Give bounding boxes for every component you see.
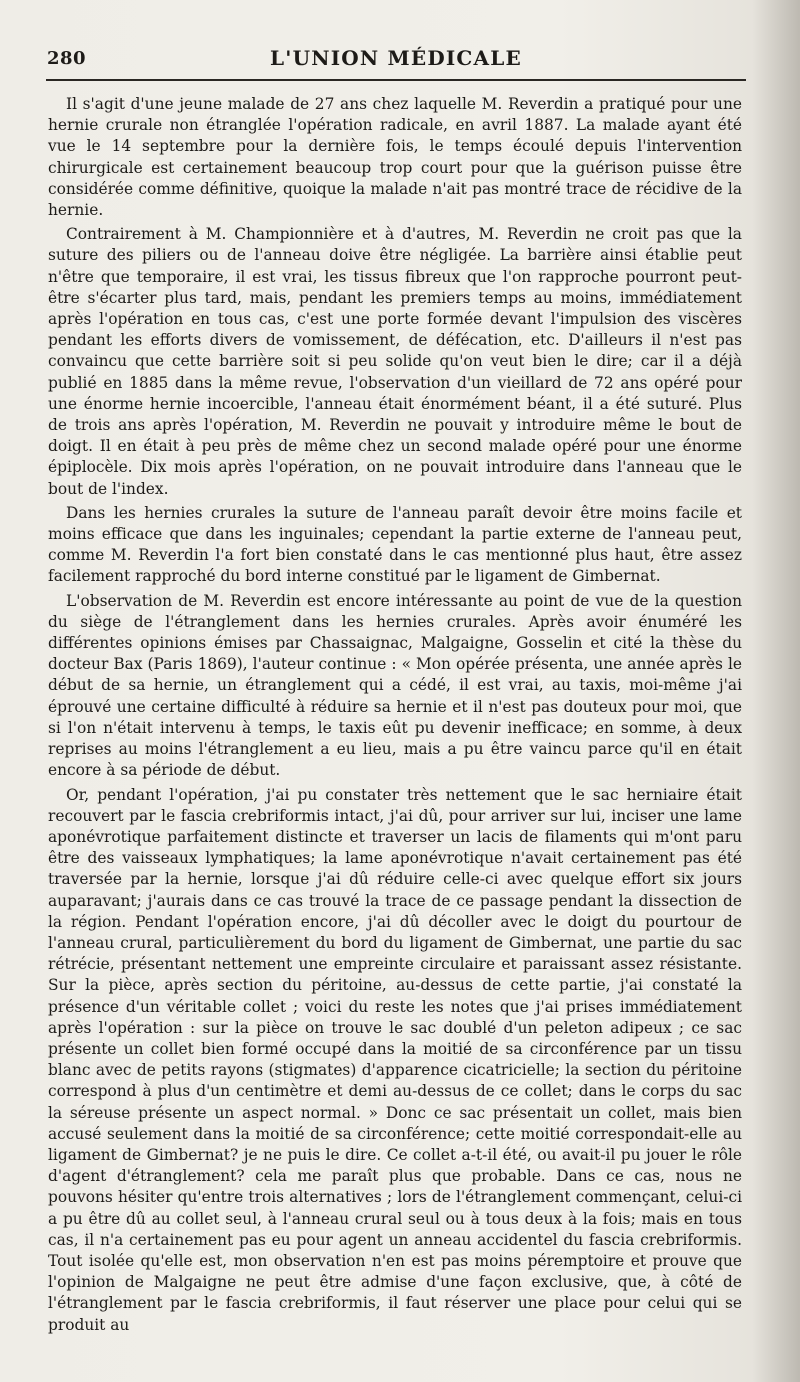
paragraph: Il s'agit d'une jeune malade de 27 ans chez laquelle M. Reverdin a pratiqué pour une hernie crurale non étranglée l'opération radicale, en avril 1887. La malade ayant été vue le 14 septembre pour la dernière fois, le temps écoulé depuis l'intervention chirurgicale est certainement beaucoup trop court pour que la guérison puisse être considérée comme définitive, quoique la malade n'ait pas montré trace de récidive de la hernie. <box>48 95 742 220</box>
page-header <box>47 42 745 78</box>
paragraph: Or, pendant l'opération, j'ai pu constater très nettement que le sac herniaire était recouvert par le fascia crebriformis intact, j'ai dû, pour arriver sur lui, inciser une lame aponévrotique parfaitement distincte et traverser un lacis de filaments qui m'ont paru être des vaisseaux lymphatiques; la lame aponévrotique n'avait certainement pas été traversée par la hernie, lorsque j'ai dû réduire celle-ci avec quelque effort six jours auparavant; j'aurais dans ce cas trouvé la trace de ce passage pendant la dissection de la région. Pendant l'opération encore, j'ai dû décoller avec le doigt du pourtour de l'anneau crural, particulièrement du bord du ligament de Gimbernat, une partie du sac rétrécie, présentant nettement une empreinte circulaire et paraissant assez résistante. Sur la pièce, après section du péritoine, au-dessus de cette partie, j'ai constaté la présence d'un véritable collet ; voici du reste les notes que j'ai prises immédiatement après l'opération : sur la pièce on trouve le sac doublé d'un peleton adipeux ; ce sac présente un collet bien formé occupé dans la moitié de sa circonférence par un tissu blanc avec de petits rayons (stigmates) d'apparence cicatricielle; la section du péritoine correspond à plus d'un centimètre et demi au-dessus de ce collet; dans le corps du sac la séreuse présente un aspect normal. » Donc ce sac présentait un collet, mais bien accusé seulement dans la moitié de sa circonférence; cette moitié correspondait-elle au ligament de Gimbernat? je ne puis le dire. Ce collet a-t-il été, ou avait-il pu jouer le rôle d'agent d'étranglement? cela me paraît plus que probable. Dans ce cas, nous ne pouvons hésiter qu'entre trois alternatives ; lors de l'étranglement commençant, celui-ci a pu être dû au collet seul, à l'anneau crural seul ou à tous deux à la fois; mais en tous cas, il n'a certainement pas eu pour agent un anneau accidentel du fascia crebriformis. Tout isolée qu'elle est, mon observation n'en est pas moins péremptoire et prouve que l'opinion de Malgaigne ne peut être admise d'une façon exclusive, que, à côté de l'étranglement par le fascia crebriformis, il faut réserver une place pour celui qui se produit au <box>48 785 742 1334</box>
header-rule <box>46 79 746 81</box>
journal-title: L'UNION MÉDICALE <box>270 46 522 70</box>
paragraph: Dans les hernies crurales la suture de l'anneau paraît devoir être moins facile et moins efficace que dans les inguinales; cependant la partie externe de l'anneau peut, comme M. Reverdin l'a fort bien constaté dans le cas mentionné plus haut, être assez facilement rapproché du bord interne constitué par le ligament de Gimbernat. <box>48 503 742 586</box>
paragraph: L'observation de M. Reverdin est encore intéressante au point de vue de la question du siège de l'étranglement dans les hernies crurales. Après avoir énuméré les différentes opinions émises par Chassaignac, Malgaigne, Gosselin et cité la thèse du docteur Bax (Paris 1869), l'auteur continue : « Mon opérée présenta, une année après le début de sa hernie, un étranglement qui a cédé, il est vrai, au taxis, moi-même j'ai éprouvé une certaine difficulté à réduire sa hernie et il n'est pas douteux pour moi, que si l'on n'était intervenu à temps, le taxis eût pu devenir inefficace; en somme, à deux reprises au moins l'étranglement a eu lieu, mais a pu être vaincu parce qu'il en était encore à sa période de début. <box>48 591 742 780</box>
article-body <box>48 94 742 1339</box>
page-number: 280 <box>47 48 87 69</box>
paragraph: Contrairement à M. Championnière et à d'autres, M. Reverdin ne croit pas que la suture des piliers ou de l'anneau doive être négligée. La barrière ainsi établie peut n'être que temporaire, il est vrai, les tissus fibreux que l'on rapproche pourront peut-être s'écarter plus tard, mais, pendant les premiers temps au moins, immédiatement après l'opération en tous cas, c'est une porte formée devant l'impulsion des viscères pendant les efforts divers de vomissement, de défécation, etc. D'ailleurs il n'est pas convaincu que cette barrière soit si peu solide qu'on veut bien le dire; car il a déjà publié en 1885 dans la même revue, l'observation d'un vieillard de 72 ans opéré pour une énorme hernie incoercible, l'anneau était énormément béant, il a été suturé. Plus de trois ans après l'opération, M. Reverdin ne pouvait y introduire même le bout de doigt. Il en était à peu près de même chez un second malade opéré pour une énorme épiplocèle. Dix mois après l'opération, on ne pouvait introduire dans l'anneau que le bout de l'index. <box>48 225 742 498</box>
